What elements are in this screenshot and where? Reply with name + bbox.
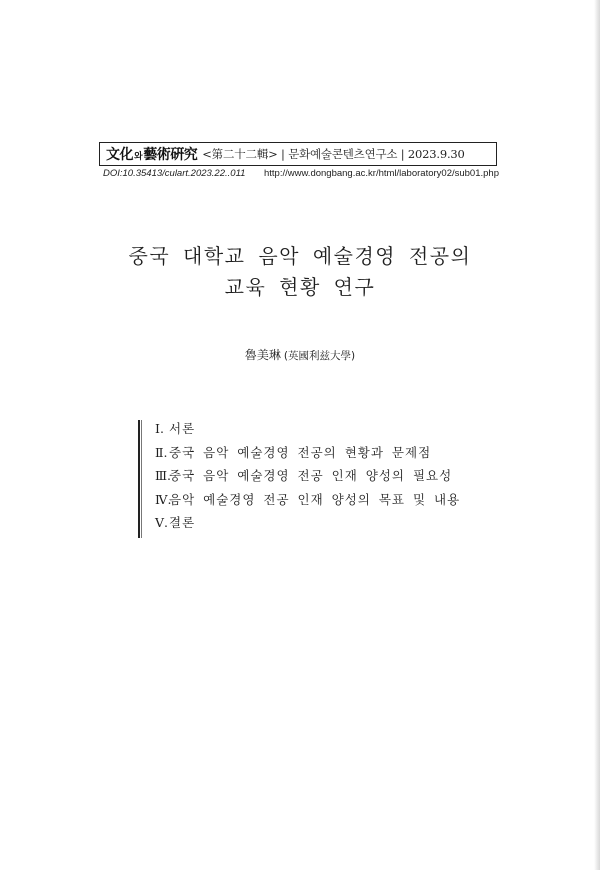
- toc-item: Ⅱ. 중국 음악 예술경영 전공의 현황과 문제점: [155, 444, 432, 460]
- author-line: [0, 346, 600, 363]
- paper-title-line-1: 중국 대학교 음악 예술경영 전공의: [128, 244, 472, 268]
- journal-logo: 文化와藝術硏究: [106, 147, 198, 163]
- paper-title-line-2: 교육 현황 연구: [224, 275, 376, 299]
- doi-line: [103, 168, 499, 179]
- toc-item: Ⅳ.음악 예술경영 전공 인재 양성의 목표 및 내용: [155, 491, 461, 507]
- author-affiliation: (英國利兹大學): [283, 350, 356, 362]
- toc-item: Ⅴ.결론: [155, 515, 196, 530]
- publisher-name: 문화예술콘텐츠연구소: [288, 147, 398, 161]
- toc-rule-thin: [141, 420, 142, 538]
- page-edge-shadow: [594, 0, 600, 870]
- toc-rule: [138, 420, 140, 538]
- issue-info: <第二十二輯> | 문화예술콘텐츠연구소 | 2023.9.30: [202, 147, 465, 161]
- toc-item: Ⅲ.중국 음악 예술경영 전공 인재 양성의 필요성: [155, 468, 453, 483]
- author-name: 魯美琳: [244, 348, 281, 362]
- journal-url: http://www.dongbang.ac.kr/html/laboratory02/sub01.php: [263, 168, 499, 179]
- doi-text: DOI:10.35413/culart.2023.22..011: [103, 168, 246, 179]
- issue-number: <第二十二輯>: [202, 147, 278, 161]
- toc-item: Ⅰ. 서론: [155, 421, 196, 436]
- publication-date: 2023.9.30: [407, 147, 465, 161]
- table-of-contents: [155, 417, 460, 535]
- journal-masthead: [99, 142, 497, 166]
